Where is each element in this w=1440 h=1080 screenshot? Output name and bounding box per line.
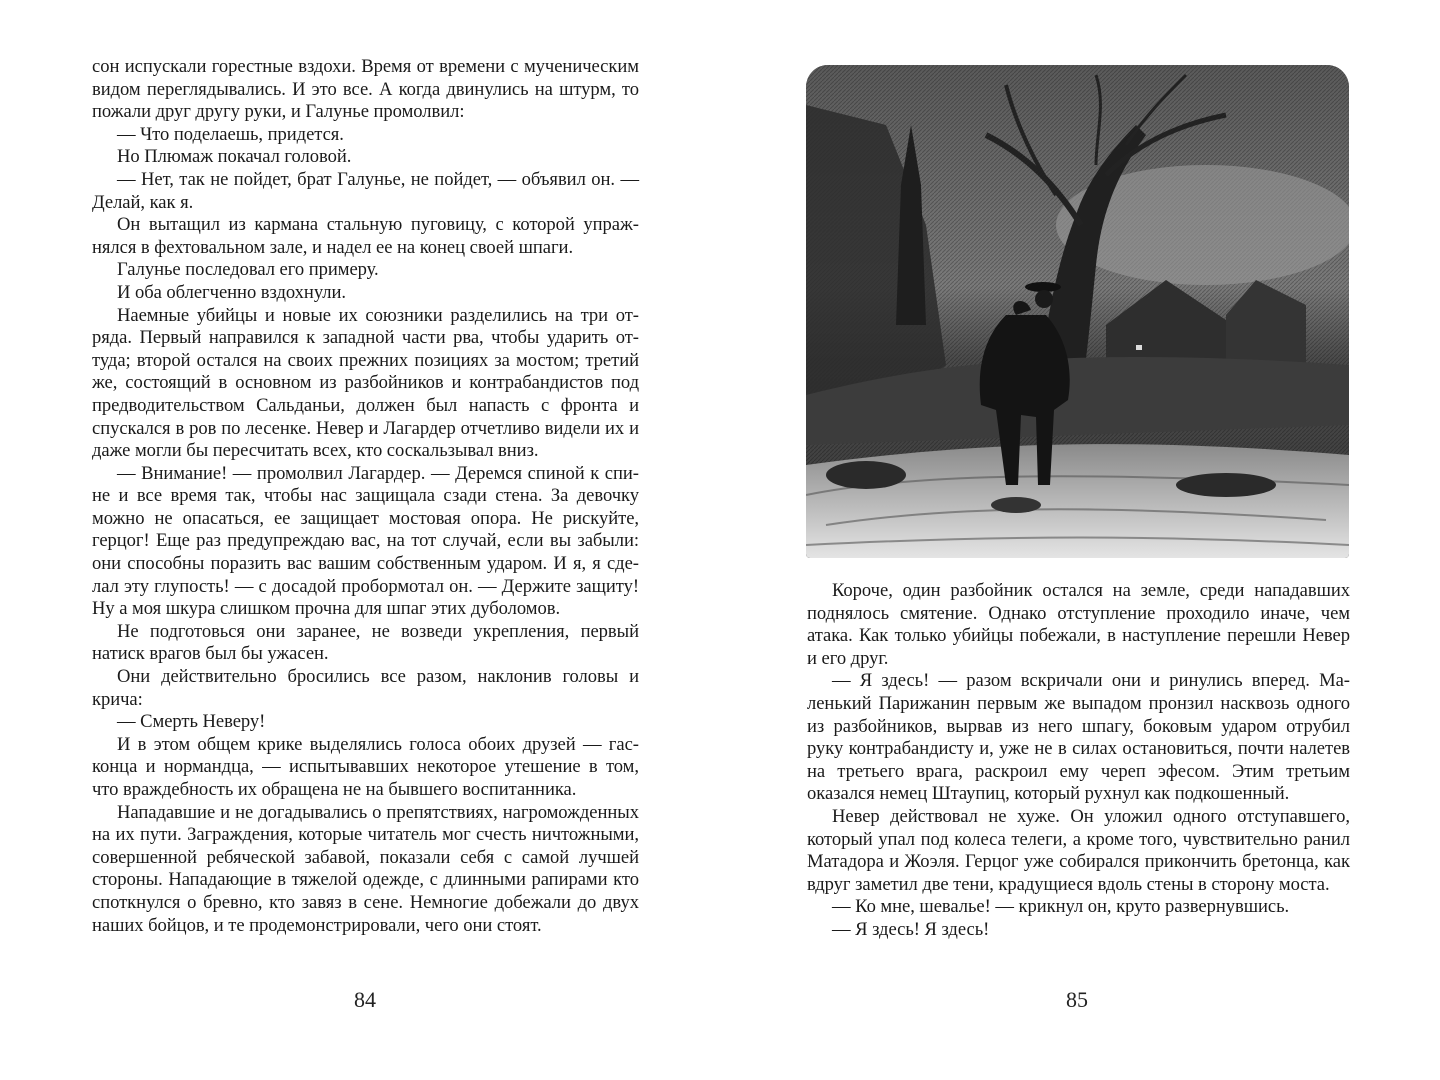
paragraph: — Ко мне, шевалье! — крикнул он, круто развернувшись. bbox=[832, 896, 1290, 918]
paragraph: — Нет, так не пойдет, брат Галунье, не пойдет, — объявил он. — Делай, как я. bbox=[92, 168, 639, 213]
paragraph: Невер действовал не хуже. Он уложил одного отступавшего, который упал под колеса телеги, а кроме того, чувствительно ранил Матадора и Жоэля. Герцог уже собирался прикончить бретонца, как вдруг заметил две тени, крадущиеся вдоль стены в сторону моста. bbox=[807, 805, 1350, 895]
paragraph: Они действительно бросились все разом, наклонив головы и крича: bbox=[92, 666, 639, 710]
paragraph: Не подготовься они заранее, не возведи укрепления, первый натиск врагов был бы ужасен. bbox=[92, 620, 639, 665]
paragraph: сон испускали горестные вздохи. Время от времени с мученическим видом переглядывались. И это все. А когда двинулись на штурм, то пожали друг другу руки, и Галунье промолвил: bbox=[92, 56, 639, 123]
paragraph: — Смерть Неверу! bbox=[117, 711, 266, 733]
paragraph: И оба облегченно вздохнули. bbox=[117, 281, 346, 303]
right-page bbox=[720, 0, 1440, 1080]
paragraph: Наемные убийцы и новые их союзники разделились на три отряда. Первый направился к западной части рва, чтобы ударить оттуда; второй остался на своих прежних позициях за мостом; третий же, состоящий в основном из разбойников и контрабандистов под предводительством Сальданьи, должен был напасть с фронта и спускался в ров по лесенке. Невер и Лагардер отчетливо видели их и даже могли бы пересчитать всех, кто соскальзывал вниз. bbox=[92, 304, 639, 462]
paragraph: Он вытащил из кармана стальную пуговицу, с которой упражнялся в фехтовальном зале, и надел ее на конец своей шпаги. bbox=[92, 214, 639, 258]
page-number-right: 85 bbox=[1066, 987, 1088, 1012]
night-road-engraving-image bbox=[806, 65, 1349, 558]
paragraph: Но Плюмаж покачал головой. bbox=[117, 146, 352, 168]
paragraph: — Что поделаешь, придется. bbox=[117, 123, 344, 145]
paragraph: Нападавшие и не догадывались о препятствиях, нагроможденных на их пути. Заграждения, которые читатель мог счесть ничтожными, совершенной ребяческой забавой, показали себя с самой лучшей стороны. Нападающие в тяжелой одежде, с длинными рапирами кто споткнулся о бревно, кто завяз в сене. Немногие добежали до двух наших бойцов, и те продемонстрировали, чего они стоят. bbox=[92, 801, 639, 936]
page-number-left: 84 bbox=[354, 987, 376, 1012]
paragraph: Галунье последовал его примеру. bbox=[117, 259, 379, 281]
paragraph: — Я здесь! Я здесь! bbox=[832, 918, 990, 940]
paragraph: — Внимание! — промолвил Лагардер. — Деремся спиной к спине и все время так, чтобы нас защищала сзади стена. За девочку можно не опасаться, ее защищает мостовая опора. Не рискуйте, герцог! Еще раз предупреждаю вас, на тот случай, если вы забыли: они способны поразить вас вашим собственным ударом. И я, я сделал эту глупость! — с досадой пробормотал он. — Держите защиту! Ну а моя шкура слишком прочна для шпаг этих дуболомов. bbox=[92, 462, 639, 620]
paragraph: И в этом общем крике выделялись голоса обоих друзей — гасконца и нормандца, — испытывавших некоторое утешение в том, что враждебность их обращена не на бывшего воспитанника. bbox=[92, 733, 639, 800]
right-page-text bbox=[807, 580, 1350, 942]
engraving-illustration bbox=[806, 65, 1349, 558]
paragraph: Короче, один разбойник остался на земле, среди нападавших поднялось смятение. Однако отступление проходило иначе, чем атака. Как только убийцы побежали, в наступление перешли Невер и его друг. bbox=[807, 580, 1350, 669]
left-page-text bbox=[92, 56, 639, 937]
paragraph: — Я здесь! — разом вскричали они и ринулись вперед. Маленький Парижанин первым же выпадом пронзил насквозь одного из разбойников, вырвав из него шпагу, боковым ударом отрубил руку контрабандисту и, уже не в силах остановиться, почти налетев на третьего врага, раскроил ему череп эфесом. Этим третьим оказался немец Штаупиц, который рухнул как подкошенный. bbox=[807, 670, 1350, 805]
